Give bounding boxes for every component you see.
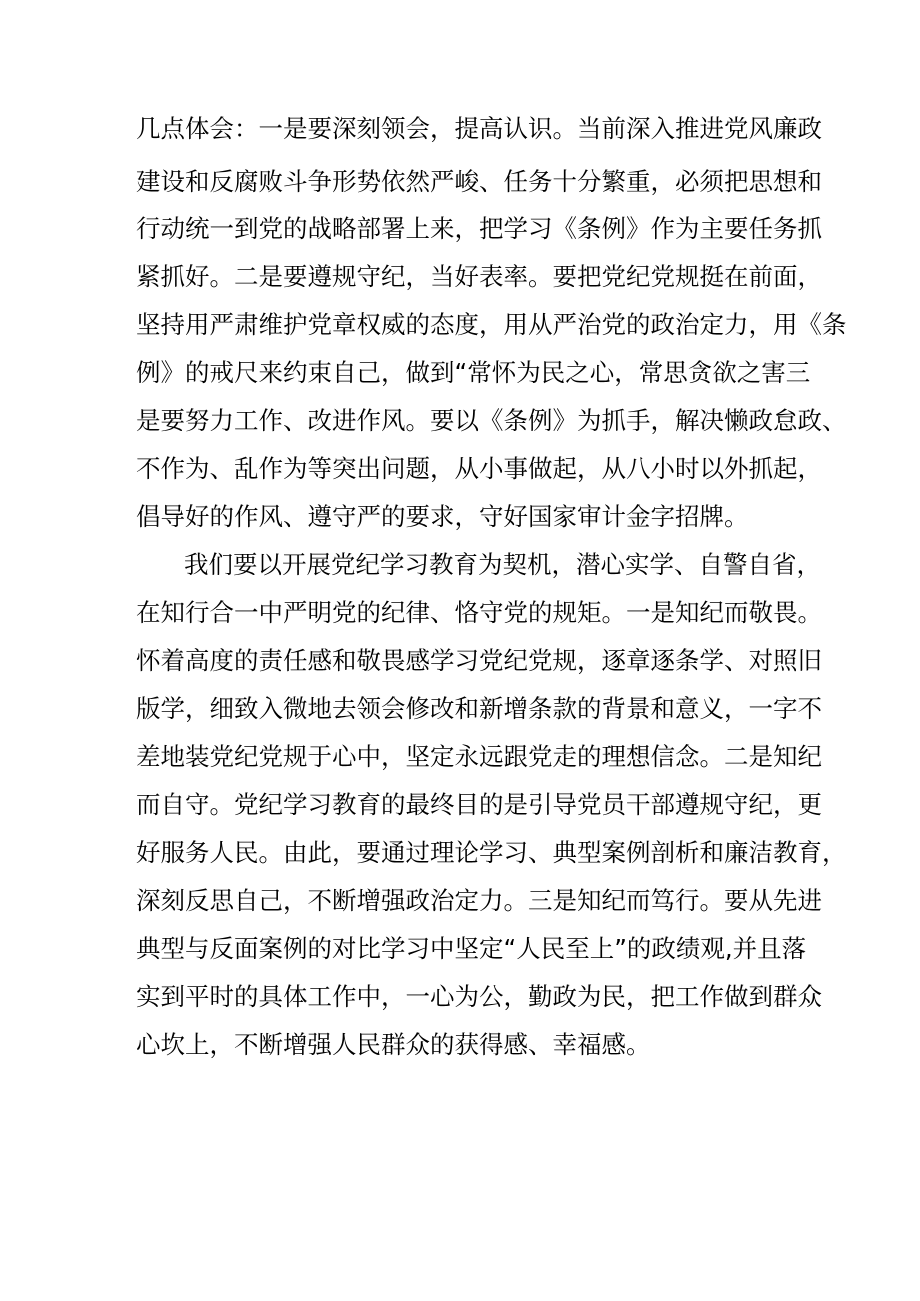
text-line: 紧抓好。二是要遵规守纪，当好表率。要把党纪党规挺在前面， bbox=[136, 262, 822, 291]
text-line: 差地装党纪党规于心中，坚定永远跟党走的理想信念。二是知纪 bbox=[136, 742, 822, 771]
text-line: 实到平时的具体工作中，一心为公，勤政为民，把工作做到群众 bbox=[136, 982, 822, 1011]
text-line: 好服务人民。由此，要通过理论学习、典型案例剖析和廉洁教育， bbox=[136, 838, 847, 867]
text-line: 而自守。党纪学习教育的最终目的是引导党员干部遵规守纪，更 bbox=[136, 790, 822, 819]
text-line: 心坎上，不断增强人民群众的获得感、幸福感。 bbox=[136, 1030, 651, 1059]
text-line: 倡导好的作风、遵守严的要求，守好国家审计金字招牌。 bbox=[136, 502, 749, 531]
text-line: 典型与反面案例的对比学习中坚定“人民至上”的政绩观,并且落 bbox=[136, 934, 807, 963]
text-line: 坚持用严肃维护党章权威的态度，用从严治党的政治定力，用《条 bbox=[136, 310, 847, 339]
text-line: 版学，细致入微地去领会修改和新增条款的背景和意义，一字不 bbox=[136, 694, 822, 723]
text-line: 怀着高度的责任感和敬畏感学习党纪党规，逐章逐条学、对照旧 bbox=[136, 646, 822, 675]
text-line: 是要努力工作、改进作风。要以《条例》为抓手，解决懒政怠政、 bbox=[136, 406, 847, 435]
text-line: 例》的戒尺来约束自己，做到“常怀为民之心，常思贪欲之害三 bbox=[136, 358, 811, 387]
text-line: 不作为、乱作为等突出问题，从小事做起，从八小时以外抓起， bbox=[136, 454, 822, 483]
text-line: 深刻反思自己，不断增强政治定力。三是知纪而笃行。要从先进 bbox=[136, 886, 822, 915]
paragraph-first-line: 我们要以开展党纪学习教育为契机，潜心实学、自警自省， bbox=[184, 550, 821, 579]
text-line: 几点体会：一是要深刻领会，提高认识。当前深入推进党风廉政 bbox=[136, 114, 822, 143]
text-line: 行动统一到党的战略部署上来，把学习《条例》作为主要任务抓 bbox=[136, 214, 822, 243]
text-line: 在知行合一中严明党的纪律、恪守党的规矩。一是知纪而敬畏。 bbox=[136, 598, 822, 627]
text-line: 建设和反腐败斗争形势依然严峻、任务十分繁重，必须把思想和 bbox=[136, 167, 822, 196]
